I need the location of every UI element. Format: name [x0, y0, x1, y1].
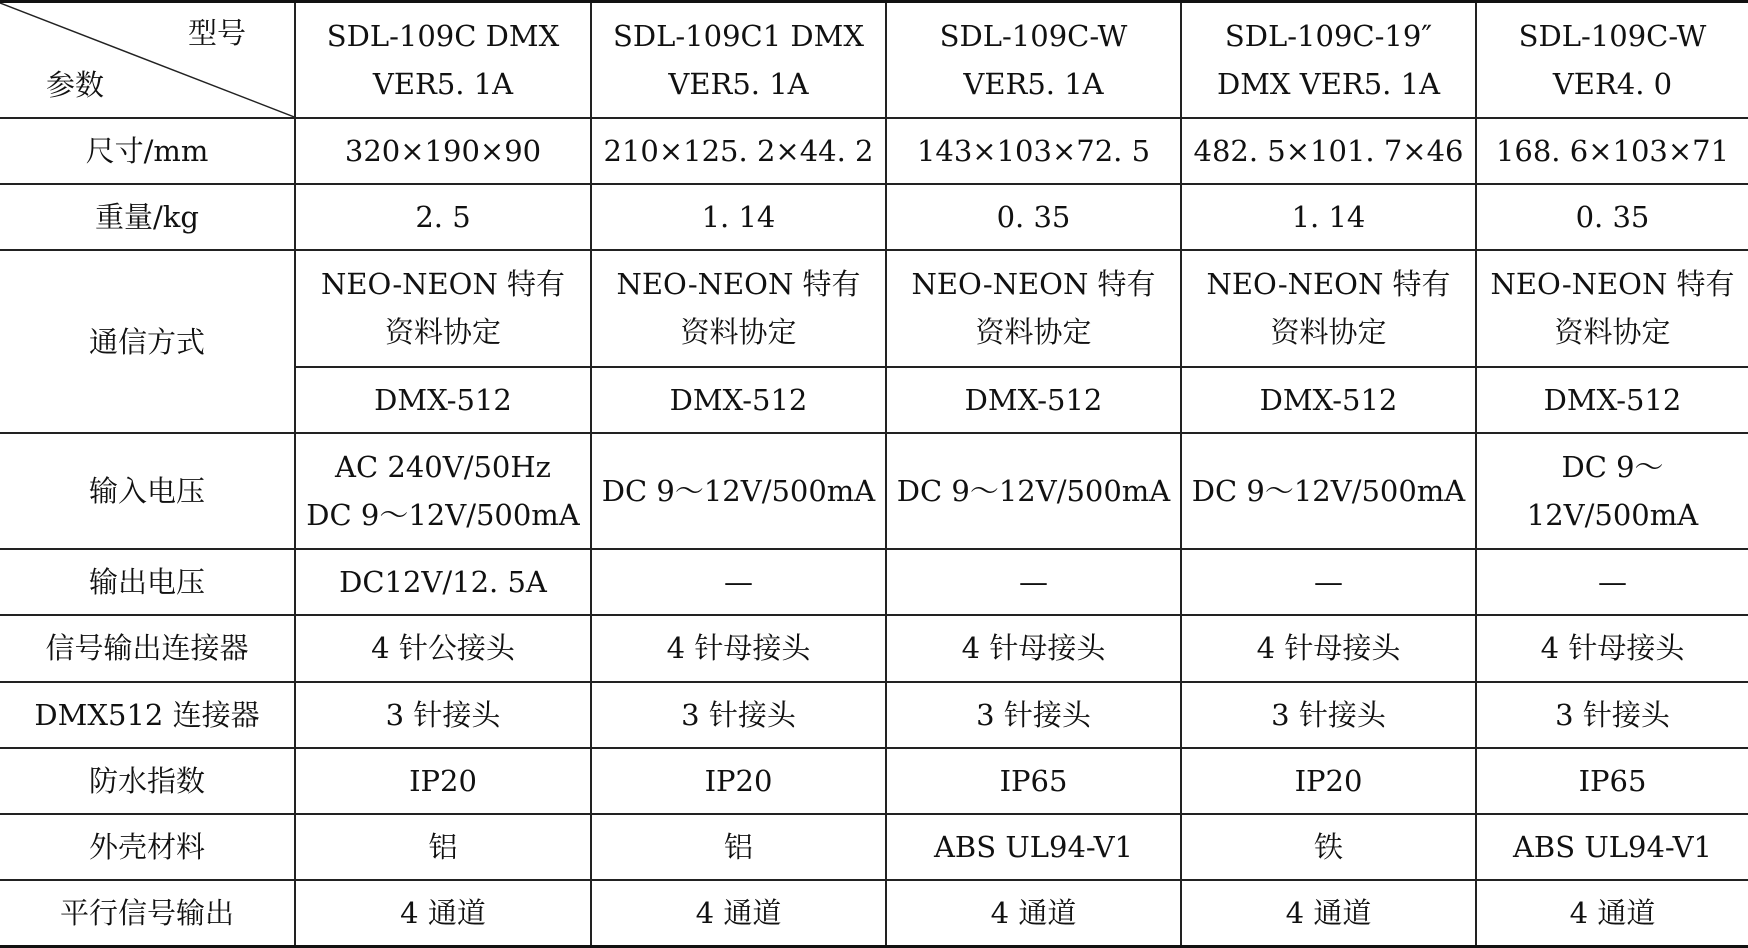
- table-row: [0, 549, 1748, 615]
- table-row: [0, 880, 1748, 946]
- table-cell: 铝: [295, 814, 591, 880]
- model-version-line: VER5. 1A: [668, 66, 809, 101]
- table-cell: 4 针母接头: [886, 615, 1181, 681]
- corner-header-cell: [0, 2, 295, 118]
- row-label: 输入电压: [0, 433, 295, 549]
- table-row: [0, 433, 1748, 549]
- table-cell: 4 针母接头: [1476, 615, 1748, 681]
- corner-bottom-label: 参数: [46, 67, 105, 102]
- table-cell: DMX-512: [295, 367, 591, 433]
- table-cell: 4 通道: [295, 880, 591, 946]
- table-cell: 143×103×72. 5: [886, 118, 1181, 184]
- row-label: 尺寸/mm: [0, 118, 295, 184]
- table-cell: 168. 6×103×71: [1476, 118, 1748, 184]
- table-cell: 2. 5: [295, 184, 591, 250]
- table-cell: DC 9～12V/500mA: [1476, 433, 1748, 549]
- cell-line: NEO-NEON 特有: [616, 267, 861, 302]
- table-cell: 1. 14: [591, 184, 886, 250]
- model-header-cell: [295, 2, 591, 118]
- row-label: 通信方式: [0, 250, 295, 433]
- corner-top-label: 型号: [187, 16, 246, 50]
- table-cell: ABS UL94-V1: [886, 814, 1181, 880]
- table-row: [0, 118, 1748, 184]
- table-cell: IP20: [295, 748, 591, 814]
- model-name-line: SDL-109C-W: [939, 18, 1128, 53]
- table-cell: DMX-512: [591, 367, 886, 433]
- table-cell: IP20: [1181, 748, 1476, 814]
- model-version-line: VER4. 0: [1552, 66, 1673, 101]
- model-version-line: VER5. 1A: [963, 66, 1104, 101]
- model-version-line: DMX VER5. 1A: [1216, 66, 1441, 101]
- table-cell: [295, 250, 591, 366]
- cell-line: NEO-NEON 特有: [1490, 267, 1735, 302]
- table-cell: IP65: [886, 748, 1181, 814]
- table-cell: 4 针母接头: [591, 615, 886, 681]
- model-header-cell: [591, 2, 886, 118]
- table-row: [0, 184, 1748, 250]
- table-cell: DMX-512: [1181, 367, 1476, 433]
- row-label: 平行信号输出: [0, 880, 295, 946]
- table-cell: DC12V/12. 5A: [295, 549, 591, 615]
- row-label: 信号输出连接器: [0, 615, 295, 681]
- table-cell: 3 针接头: [886, 682, 1181, 748]
- table-cell: IP20: [591, 748, 886, 814]
- cell-line: 资料协定: [384, 315, 501, 350]
- table-cell: 482. 5×101. 7×46: [1181, 118, 1476, 184]
- table-row: [0, 250, 1748, 366]
- diagonal-divider: [0, 3, 294, 117]
- header-row: [0, 2, 1748, 118]
- table-cell: 铝: [591, 814, 886, 880]
- cell-line: AC 240V/50Hz: [335, 450, 551, 484]
- cell-line: 资料协定: [1270, 315, 1387, 350]
- cell-line: NEO-NEON 特有: [911, 267, 1156, 302]
- table-cell: [886, 250, 1181, 366]
- table-cell: 4 通道: [886, 880, 1181, 946]
- table-cell: 3 针接头: [1476, 682, 1748, 748]
- table-cell: DC 9～12V/500mA: [886, 433, 1181, 549]
- table-cell: [1476, 250, 1748, 366]
- row-label: 外壳材料: [0, 814, 295, 880]
- model-version-line: VER5. 1A: [372, 66, 514, 101]
- table-row: [0, 814, 1748, 880]
- table-cell: 4 通道: [1181, 880, 1476, 946]
- table-cell: IP65: [1476, 748, 1748, 814]
- table-row: [0, 615, 1748, 681]
- table-cell: 0. 35: [1476, 184, 1748, 250]
- cell-line: 资料协定: [1554, 315, 1671, 350]
- row-label: DMX512 连接器: [0, 682, 295, 748]
- cell-line: NEO-NEON 特有: [1206, 267, 1451, 302]
- table-cell: 铁: [1181, 814, 1476, 880]
- model-name-line: SDL-109C DMX: [326, 18, 560, 53]
- model-name-line: SDL-109C-19″: [1224, 18, 1433, 53]
- table-cell: —: [886, 549, 1181, 615]
- model-name-line: SDL-109C1 DMX: [613, 18, 864, 53]
- table-row: [0, 682, 1748, 748]
- model-header-cell: [886, 2, 1181, 118]
- table-cell: 210×125. 2×44. 2: [591, 118, 886, 184]
- table-cell: DC 9～12V/500mA: [591, 433, 886, 549]
- table-cell: 4 针公接头: [295, 615, 591, 681]
- model-header-cell: [1181, 2, 1476, 118]
- table-cell: DC 9～12V/500mA: [1181, 433, 1476, 549]
- table-cell: 4 通道: [591, 880, 886, 946]
- model-header-cell: [1476, 2, 1748, 118]
- table-cell: DMX-512: [886, 367, 1181, 433]
- table-cell: [1181, 250, 1476, 366]
- table-cell: ABS UL94-V1: [1476, 814, 1748, 880]
- model-name-line: SDL-109C-W: [1518, 18, 1707, 53]
- cell-line: 资料协定: [975, 315, 1092, 350]
- table-cell: 1. 14: [1181, 184, 1476, 250]
- table-cell: [591, 250, 886, 366]
- table-row: [0, 748, 1748, 814]
- table-cell: —: [1181, 549, 1476, 615]
- table-cell: 3 针接头: [295, 682, 591, 748]
- table-cell: 4 通道: [1476, 880, 1748, 946]
- table-cell: 4 针母接头: [1181, 615, 1476, 681]
- table-cell: 320×190×90: [295, 118, 591, 184]
- table-cell: [295, 433, 591, 549]
- table-cell: 3 针接头: [1181, 682, 1476, 748]
- cell-line: DC 9～12V/500mA: [306, 498, 580, 532]
- table-cell: —: [591, 549, 886, 615]
- row-label: 重量/kg: [0, 184, 295, 250]
- cell-line: NEO-NEON 特有: [320, 267, 566, 302]
- row-label: 输出电压: [0, 549, 295, 615]
- row-label: 防水指数: [0, 748, 295, 814]
- table-cell: 0. 35: [886, 184, 1181, 250]
- table-cell: 3 针接头: [591, 682, 886, 748]
- table-cell: —: [1476, 549, 1748, 615]
- cell-line: 资料协定: [680, 315, 797, 350]
- table-cell: DMX-512: [1476, 367, 1748, 433]
